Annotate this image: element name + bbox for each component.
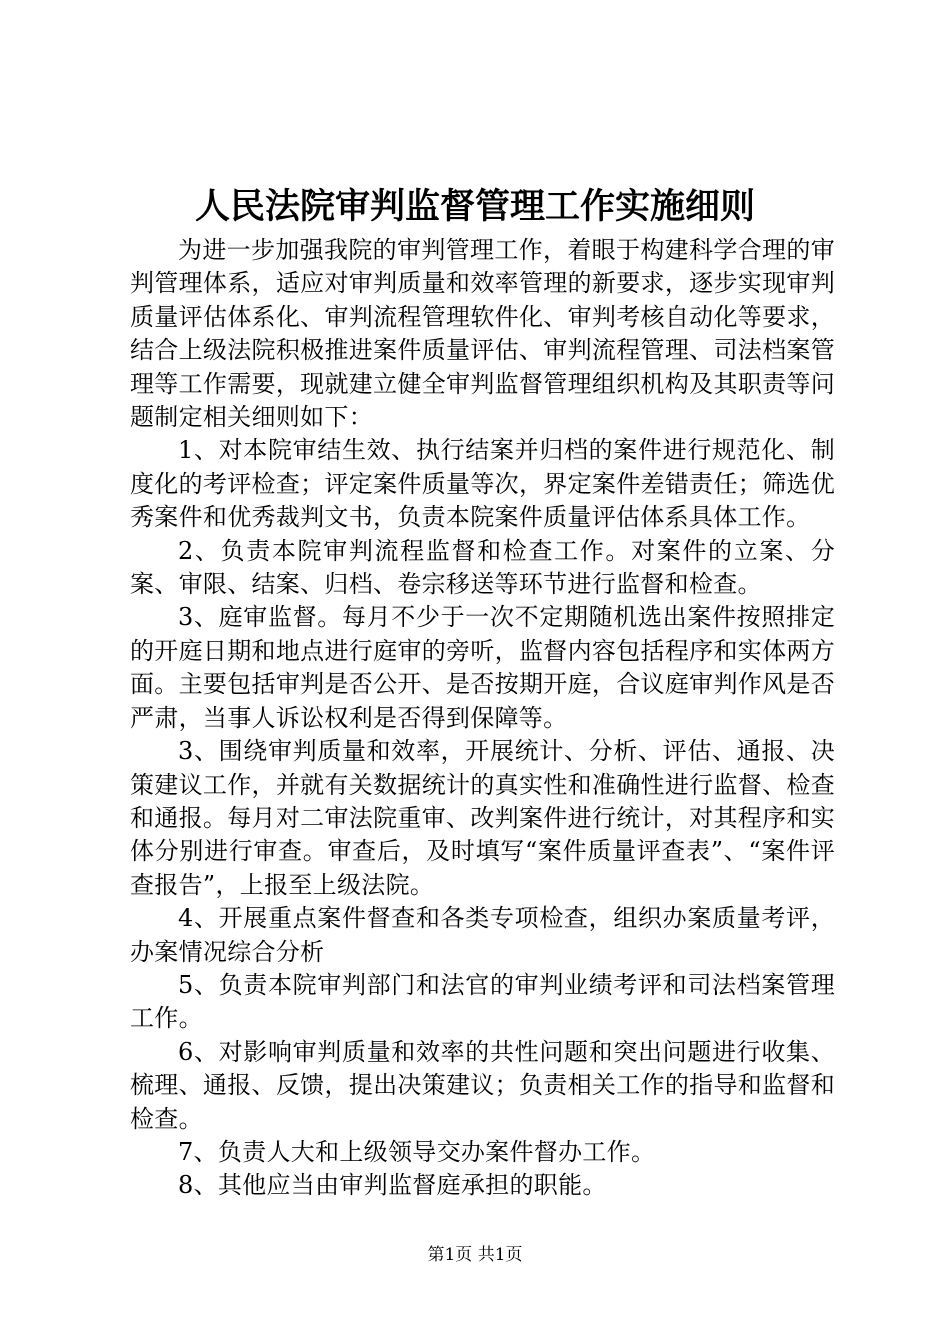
item-paragraph: 7、负责人大和上级领导交办案件督办工作。: [178, 1137, 656, 1166]
item-paragraph: 1、对本院审结生效、执行结案并归档的案件进行规范化、制度化的考评检查；评定案件质量等次，界定案件差错责任；筛选优秀案件和优秀裁判文书，负责本院案件质量评估体系具体工作。: [130, 436, 835, 532]
document-title: 人民法院审判监督管理工作实施细则: [194, 186, 755, 227]
item-paragraph: 4、开展重点案件督查和各类专项检查，组织办案质量考评，办案情况综合分析: [130, 904, 835, 966]
document-body: [130, 234, 835, 1203]
item-paragraph: 5、负责本院审判部门和法官的审判业绩考评和司法档案管理工作。: [130, 970, 835, 1033]
page-footer: 第1页 共1页: [427, 1245, 523, 1265]
item-paragraph: 8、其他应当由审判监督庭承担的职能。: [178, 1171, 607, 1200]
item-paragraph: 3、围绕审判质量和效率，开展统计、分析、评估、通报、决策建议工作，并就有关数据统计的真实性和准确性进行监督、检查和通报。每月对二审法院重审、改判案件进行统计，对其程序和实体分别进行审查。审查后，及时填写“案件质量评查表”、“案件评查报告”，上报至上级法院。: [130, 737, 835, 899]
intro-paragraph: 为进一步加强我院的审判管理工作，着眼于构建科学合理的审判管理体系，适应对审判质量和效率管理的新要求，逐步实现审判质量评估体系化、审判流程管理软件化、审判考核自动化等要求，结合上级法院积极推进案件质量评估、审判流程管理、司法档案管理等工作需要，现就建立健全审判监督管理组织机构及其职责等问题制定相关细则如下：: [130, 236, 835, 432]
item-paragraph: 6、对影响审判质量和效率的共性问题和突出问题进行收集、梳理、通报、反馈，提出决策建议；负责相关工作的指导和监督和检查。: [130, 1037, 835, 1133]
item-paragraph: 3、庭审监督。每月不少于一次不定期随机选出案件按照排定的开庭日期和地点进行庭审的旁听，监督内容包括程序和实体两方面。主要包括审判是否公开、是否按期开庭，合议庭审判作风是否严肃，当事人诉讼权利是否得到保障等。: [130, 603, 835, 732]
item-paragraph: 2、负责本院审判流程监督和检查工作。对案件的立案、分案、审限、结案、归档、卷宗移送等环节进行监督和检查。: [130, 536, 835, 599]
